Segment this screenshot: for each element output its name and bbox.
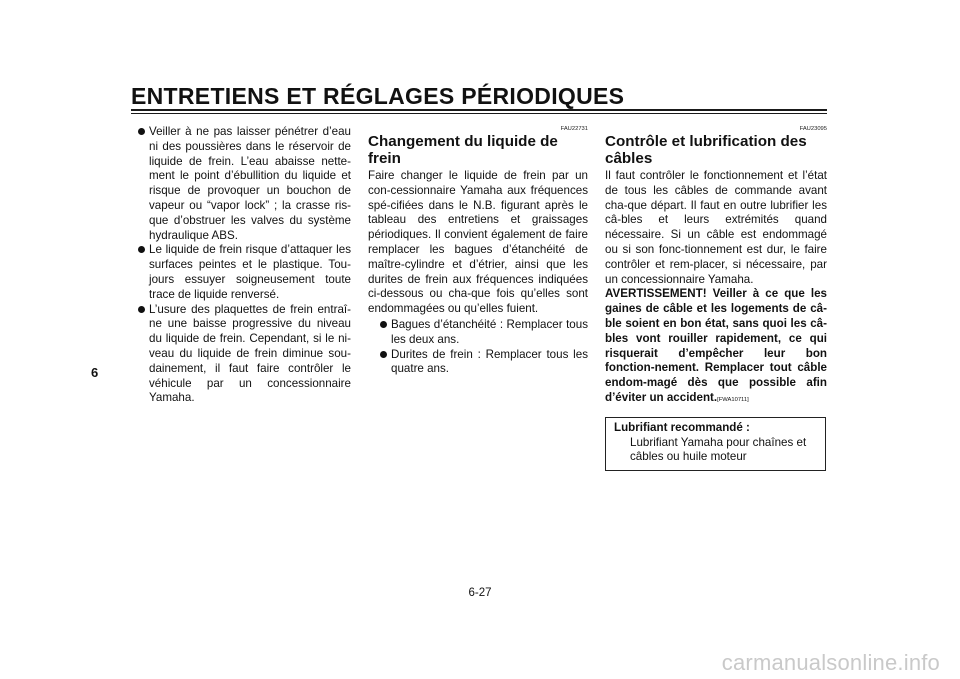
section-title: Contrôle et lubrification des câbles bbox=[605, 133, 807, 167]
section-code: FAU22731 bbox=[560, 126, 588, 132]
page-title: ENTRETIENS ET RÉGLAGES PÉRIODIQUES bbox=[131, 83, 625, 109]
box-text: Lubrifiant Yamaha pour chaînes et câbles ou huile moteur bbox=[630, 435, 807, 464]
column-left bbox=[136, 125, 351, 406]
list-item: Bagues d’étanchéité : Remplacer tous les deux ans. bbox=[378, 318, 588, 348]
warning-text bbox=[605, 287, 827, 407]
box-title: Lubrifiant recommandé : bbox=[614, 420, 750, 434]
warning-body: AVERTISSEMENT! Veiller à ce que les gaines de câble et les logements de câ-ble soient en bon état, sans quoi les câ-bles vont rouiller rapidement, ce qui risquerait d’empêcher leur bon fonction-nement. Remplacer tout câble endom-magé dès que possible afin d’éviter un accident. bbox=[605, 287, 827, 404]
section-paragraph: Faire changer le liquide de frein par un con-cessionnaire Yamaha aux fréquences spé-cifiées dans le N.B. figurant après le tableau des entretiens et graissages périodiques. Il convient également de faire remplacer les bagues d’étanchéité de maître-cylindre et d’étrier, ainsi que les durites de frein aux fréquences indiquées ci-dessous ou cha-que fois qu’elles sont endommagées ou qu’elles fuient. bbox=[368, 169, 588, 316]
section-paragraph: Il faut contrôler le fonctionnement et l’état de tous les câbles de commande avant cha-que départ. Il faut en outre lubrifier les câ-bles et leurs extrémités quand nécessaire. Si un câble est endommagé ou si son fonc-tionnement est dur, le faire contrôler et rem-placer, si nécessaire, par un concessionnaire Yamaha. bbox=[605, 169, 827, 286]
bullet-list bbox=[136, 125, 351, 406]
bullet-list bbox=[368, 318, 588, 377]
chapter-tab-number: 6 bbox=[91, 365, 99, 380]
section-title: Changement du liquide de frein bbox=[368, 133, 558, 167]
recommended-lubricant-box bbox=[605, 417, 826, 471]
header-rule-thin bbox=[131, 113, 827, 114]
list-item: Durites de frein : Remplacer tous les quatre ans. bbox=[378, 348, 588, 378]
warning-code: [FWA10711] bbox=[717, 396, 749, 403]
list-item: Le liquide de frein risque d’attaquer les surfaces peintes et le plastique. Tou-jours essuyer soigneusement toute trace de liquide renversé. bbox=[136, 243, 351, 302]
page-number: 6-27 bbox=[468, 587, 492, 599]
column-middle bbox=[368, 125, 588, 377]
watermark: carmanualsonline.info bbox=[721, 650, 940, 675]
section-code: FAU23095 bbox=[799, 126, 827, 132]
list-item: Veiller à ne pas laisser pénétrer d’eau ni des poussières dans le réservoir de liquide de frein. L’eau abaisse nette-ment le point d’ébullition du liquide et risque de provoquer un bouchon de vapeur ou “vapor lock” ; la crasse ris-que d’obstruer les valves du système hydraulique ABS. bbox=[136, 125, 351, 243]
list-item: L’usure des plaquettes de frein entraî-ne une baisse progressive du niveau du liquide de frein. Cependant, si le ni-veau du liquide de frein diminue sou-dainement, il faut faire contrôler le véhicule par un concessionnaire Yamaha. bbox=[136, 303, 351, 407]
header-rule-thick bbox=[131, 109, 827, 111]
column-right bbox=[605, 125, 827, 471]
